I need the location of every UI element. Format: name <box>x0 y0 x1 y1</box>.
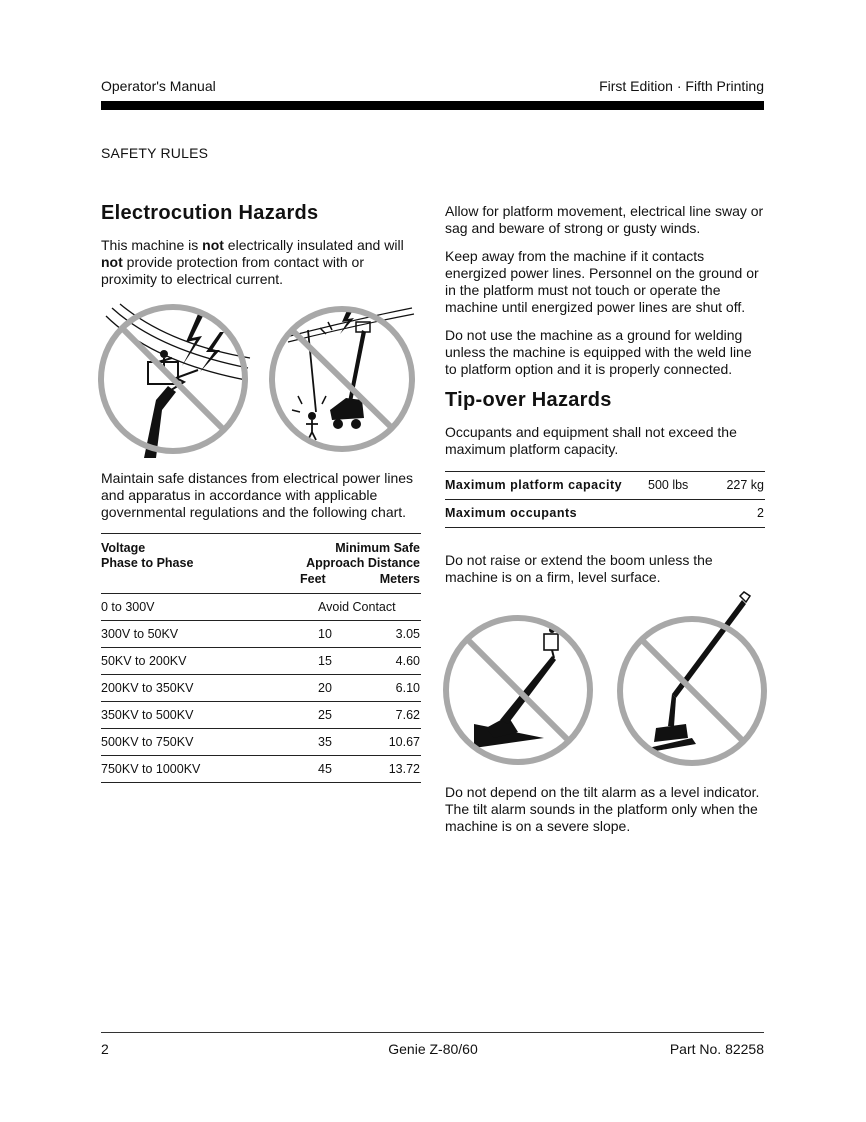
meters-cell: 7.62 <box>395 708 420 722</box>
header-manual-title: Operator's Manual <box>101 78 216 94</box>
electrocution-title: Electrocution Hazards <box>101 202 319 224</box>
footer-model: Genie Z-80/60 <box>388 1041 478 1057</box>
feet-header: Feet <box>300 572 326 586</box>
voltage-cell: 350KV to 500KV <box>101 708 194 722</box>
avoid-contact-cell: Avoid Contact <box>318 600 396 614</box>
ground-shock-illustration <box>272 300 422 458</box>
feet-cell: 15 <box>318 654 332 668</box>
table-row <box>101 729 421 756</box>
min-safe-header: Minimum Safe <box>335 541 420 555</box>
table-row <box>445 472 765 500</box>
table-row <box>101 702 421 729</box>
table-row <box>101 594 421 621</box>
section-label: SAFETY RULES <box>101 145 209 161</box>
voltage-cell: 500KV to 750KV <box>101 735 194 749</box>
table-row <box>101 648 421 675</box>
feet-cell: 10 <box>318 627 332 641</box>
capacity-label: Maximum platform capacity <box>445 478 623 492</box>
meters-cell: 3.05 <box>395 627 420 641</box>
voltage-cell: 750KV to 1000KV <box>101 762 201 776</box>
capacity-lbs: 500 lbs <box>648 478 689 492</box>
voltage-cell: 0 to 300V <box>101 600 155 614</box>
voltage-header: Voltage <box>101 541 146 555</box>
page-number: 2 <box>101 1041 109 1057</box>
footer-part-number: Part No. 82258 <box>669 1041 764 1057</box>
meters-cell: 4.60 <box>395 654 420 668</box>
platform-movement-text: Allow for platform movement, electrical line sway or sag and beware of strong or gusty winds. <box>445 203 764 236</box>
table-row <box>101 621 421 648</box>
voltage-cell: 300V to 50KV <box>101 627 179 641</box>
meters-cell: 6.10 <box>395 681 420 695</box>
extended-boom-illustration <box>612 588 772 774</box>
feet-cell: 35 <box>318 735 332 749</box>
keep-away-text: Keep away from the machine if it contacts energized power lines. Personnel on the ground or in the platform must not touch or operate the machine until energized power lines are shut off. <box>445 248 759 315</box>
power-line-contact-illustration <box>98 300 253 458</box>
safe-distance-text: Maintain safe distances from electrical power lines and apparatus in accordance with applicable governmental regulations and the following chart. <box>101 470 414 520</box>
meters-cell: 13.72 <box>388 762 420 776</box>
capacity-kg: 227 kg <box>726 478 764 492</box>
welding-ground-text: Do not use the machine as a ground for welding unless the machine is equipped with the weld line to platform option and it is properly connected. <box>445 327 752 377</box>
meters-header: Meters <box>379 572 420 586</box>
tilt-alarm-text: Do not depend on the tilt alarm as a level indicator. The tilt alarm sounds in the platform only when the machine is on a severe slope. <box>445 784 760 834</box>
feet-cell: 45 <box>318 762 332 776</box>
slope-tipover-illustration <box>442 612 597 772</box>
table-row <box>445 500 765 528</box>
voltage-distance-table <box>101 533 421 783</box>
table-row <box>101 756 421 783</box>
voltage-cell: 50KV to 200KV <box>101 654 187 668</box>
meters-cell: 10.67 <box>388 735 420 749</box>
level-surface-text: Do not raise or extend the boom unless the machine is on a firm, level surface. <box>445 552 713 585</box>
feet-cell: 25 <box>318 708 332 722</box>
capacity-table <box>445 471 765 528</box>
capacity-intro-text: Occupants and equipment shall not exceed the maximum platform capacity. <box>445 424 737 457</box>
feet-cell: 20 <box>318 681 332 695</box>
occupants-value: 2 <box>757 506 764 520</box>
table-row <box>101 675 421 702</box>
header-edition: First Edition · Fifth Printing <box>599 78 764 94</box>
phase-header: Phase to Phase <box>101 556 194 570</box>
footer-rule <box>101 1032 764 1033</box>
voltage-cell: 200KV to 350KV <box>101 681 194 695</box>
electrocution-intro: This machine is not electrically insulated and will not provide protection from contact with or proximity to electrical current. <box>101 237 404 287</box>
header-rule <box>101 101 764 110</box>
approach-distance-header: Approach Distance <box>306 556 420 570</box>
occupants-label: Maximum occupants <box>445 506 578 520</box>
tipover-title: Tip-over Hazards <box>445 389 612 411</box>
